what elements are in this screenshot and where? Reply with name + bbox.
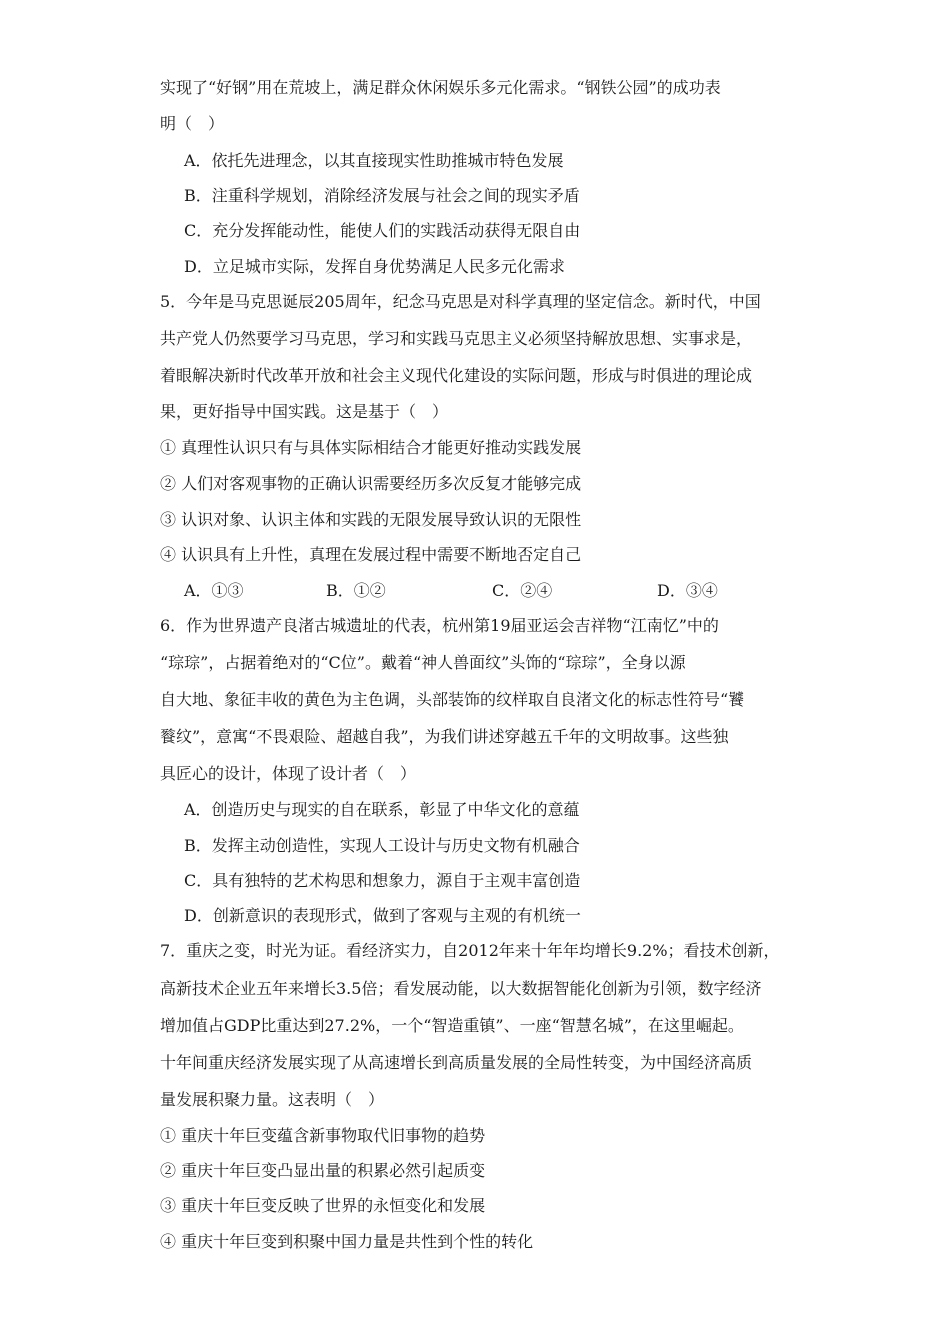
q4-option-c: C．充分发挥能动性，能使人们的实践活动获得无限自由: [184, 221, 581, 240]
q6-stem-line-1: 6．作为世界遗产良渚古城遗址的代表，杭州第19届亚运会吉祥物“江南忆”中的: [160, 616, 719, 635]
q5-choice-a: A．①③: [184, 581, 244, 600]
q6-option-d: D．创新意识的表现形式，做到了客观与主观的有机统一: [184, 906, 581, 925]
q5-choices: [0, 581, 950, 601]
q6-option-a: A．创造历史与现实的自在联系，彰显了中华文化的意蕴: [184, 800, 580, 819]
q5-stem-line-4: 果，更好指导中国实践。这是基于（ ）: [160, 402, 449, 421]
q5-choice-c: C．②④: [492, 581, 553, 600]
q7-item-2: ② 重庆十年巨变凸显出量的积累必然引起质变: [160, 1161, 486, 1180]
q5-item-4: ④ 认识具有上升性，真理在发展过程中需要不断地否定自己: [160, 545, 582, 564]
q6-option-c: C．具有独特的艺术构思和想象力，源自于主观丰富创造: [184, 871, 581, 890]
q6-stem-line-2: “琮琮”，占据着绝对的“C位”。戴着“神人兽面纹”头饰的“琮琮”，全身以源: [160, 653, 686, 672]
q5-choice-b: B．①②: [326, 581, 386, 600]
q6-option-b: B．发挥主动创造性，实现人工设计与历史文物有机融合: [184, 836, 580, 855]
q5-item-2: ② 人们对客观事物的正确认识需要经历多次反复才能够完成: [160, 474, 582, 493]
q5-item-3: ③ 认识对象、认识主体和实践的无限发展导致认识的无限性: [160, 510, 582, 529]
q5-stem-line-1: 5．今年是马克思诞辰205周年，纪念马克思是对科学真理的坚定信念。新时代，中国: [160, 292, 761, 311]
q7-item-4: ④ 重庆十年巨变到积聚中国力量是共性到个性的转化: [160, 1232, 534, 1251]
q5-stem-line-2: 共产党人仍然要学习马克思，学习和实践马克思主义必须坚持解放思想、实事求是，: [160, 329, 753, 348]
q7-item-1: ① 重庆十年巨变蕴含新事物取代旧事物的趋势: [160, 1126, 486, 1145]
q7-stem-line-3: 增加值占GDP比重达到27.2%，一个“智造重镇”、一座“智慧名城”，在这里崛起。: [160, 1016, 744, 1035]
q4-option-b: B．注重科学规划，消除经济发展与社会之间的现实矛盾: [184, 186, 580, 205]
q7-stem-line-5: 量发展积聚力量。这表明（ ）: [160, 1090, 385, 1109]
q7-stem-line-2: 高新技术企业五年来增长3.5倍；看发展动能，以大数据智能化创新为引领，数字经济: [160, 979, 762, 998]
q7-item-3: ③ 重庆十年巨变反映了世界的永恒变化和发展: [160, 1196, 486, 1215]
q6-stem-line-4: 餮纹”，意寓“不畏艰险、超越自我”，为我们讲述穿越五千年的文明故事。这些独: [160, 727, 729, 746]
q6-stem-line-3: 自大地、象征丰收的黄色为主色调，头部装饰的纹样取自良渚文化的标志性符号“饕: [160, 690, 745, 709]
q4-option-d: D．立足城市实际，发挥自身优势满足人民多元化需求: [184, 257, 565, 276]
q4-stem-line-2: 明（ ）: [160, 114, 225, 133]
q7-stem-line-1: 7．重庆之变，时光为证。看经济实力，自2012年来十年年均增长9.2%；看技术创新，: [160, 941, 780, 960]
q5-choice-d: D．③④: [657, 581, 718, 600]
q5-item-1: ① 真理性认识只有与具体实际相结合才能更好推动实践发展: [160, 438, 582, 457]
q6-stem-line-5: 具匠心的设计，体现了设计者（ ）: [160, 764, 417, 783]
q7-stem-line-4: 十年间重庆经济发展实现了从高速增长到高质量发展的全局性转变，为中国经济高质: [160, 1053, 753, 1072]
q5-stem-line-3: 着眼解决新时代改革开放和社会主义现代化建设的实际问题，形成与时俱进的理论成: [160, 366, 753, 385]
q4-stem-line-1: 实现了“好钢”用在荒坡上，满足群众休闲娱乐多元化需求。“钢铁公园”的成功表: [160, 78, 721, 97]
q4-option-a: A．依托先进理念，以其直接现实性助推城市特色发展: [184, 151, 564, 170]
